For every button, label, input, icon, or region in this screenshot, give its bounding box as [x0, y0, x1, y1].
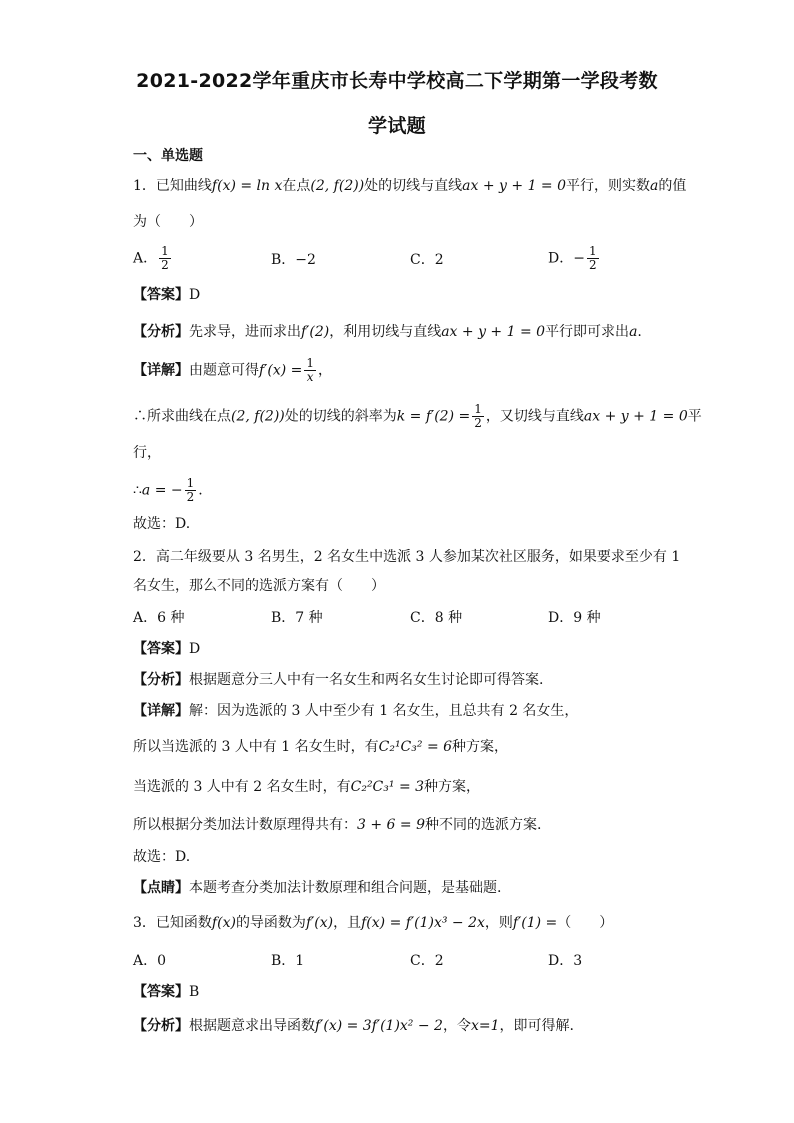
q1-stem-line1: 1．已知曲线f(x) = ln x在点(2, f(2))处的切线与直线ax + y + 1 = 0平行，则实数a的值: [133, 178, 687, 194]
fraction: $\frac{1}{2}$: [186, 476, 195, 504]
q2-detail-line4: 所以根据分类加法计数原理得共有：3 + 6 = 9种不同的选派方案.: [133, 817, 542, 833]
q2-conclusion: 故选：D.: [133, 849, 191, 865]
q1-expr-curve: f(x) = ln x: [211, 178, 283, 194]
q2-answer: 【答案】D: [133, 641, 201, 657]
q2-option-a: A．6 种: [133, 610, 185, 626]
q2-comment: 【点睛】本题考查分类加法计数原理和组合问题，是基础题.: [133, 880, 502, 896]
q1-option-d: D．− $\frac{1}{2}$: [548, 244, 597, 272]
fraction: $\frac{1}{2}$: [474, 402, 482, 430]
q3-analysis: 【分析】根据题意求出导函数f′(x) = 3f′(1)x² − 2，令x=1，即可得解.: [133, 1018, 574, 1034]
fraction: $\frac{1}{2}$: [161, 244, 169, 272]
q3-option-c: C．2: [410, 953, 444, 969]
q2-stem-line1: 2．高二年级要从 3 名男生，2 名女生中选派 3 人参加某次社区服务，如果要求至少有 1: [133, 549, 681, 565]
q1-option-b: B．−2: [271, 252, 316, 268]
q1-detail-line2: ∴所求曲线在点(2, f(2))处的切线的斜率为k = f′(2) = $\frac{1}{2}$ ，又切线与直线ax + y + 1 = 0平: [133, 402, 702, 430]
q1-expr-point: (2, f(2)): [310, 178, 365, 194]
section-heading: 一、单选题: [133, 148, 203, 164]
q2-detail-line2: 所以当选派的 3 人中有 1 名女生时，有C₂¹C₃² = 6种方案，: [133, 739, 509, 755]
fraction: $\frac{1}{2}$: [588, 244, 597, 272]
q1-detail: 【详解】由题意可得f′(x) = $\frac{1}{x}$ ，: [133, 356, 333, 384]
q1-analysis: 【分析】先求导，进而求出f′(2)，利用切线与直线ax + y + 1 = 0平行即可求出a.: [133, 324, 642, 340]
q1-detail-line4: ∴a = − $\frac{1}{2}$ .: [133, 476, 203, 504]
q2-option-d: D．9 种: [548, 610, 601, 626]
q3-answer: 【答案】B: [133, 984, 200, 1000]
q2-detail: 【详解】解：因为选派的 3 人中至少有 1 名女生，且总共有 2 名女生，: [133, 703, 579, 719]
page-title-line2: 学试题: [368, 115, 426, 137]
q1-detail-line3: 行，: [133, 445, 161, 461]
q1-conclusion: 故选：D.: [133, 516, 191, 532]
q2-option-c: C．8 种: [410, 610, 463, 626]
q3-option-b: B．1: [271, 953, 305, 969]
q3-option-a: A．0: [133, 953, 167, 969]
q3-option-d: D．3: [548, 953, 583, 969]
q2-option-b: B．7 种: [271, 610, 323, 626]
q1-stem-line2: 为（ ）: [133, 214, 203, 230]
q3-stem: 3．已知函数f(x)的导函数为f′(x)，且f(x) = f′(1)x³ − 2x，则f′(1) =（ ）: [133, 915, 614, 931]
q1-expr-line: ax + y + 1 = 0: [462, 178, 567, 194]
page-title-line1: 2021-2022学年重庆市长寿中学校高二下学期第一学段考数: [136, 70, 658, 92]
q1-answer: 【答案】D: [133, 287, 201, 303]
q1-option-a: A． $\frac{1}{2}$: [133, 244, 169, 272]
q1-option-c: C．2: [410, 252, 444, 268]
q2-stem-line2: 名女生，那么不同的选派方案有（ ）: [133, 578, 385, 594]
q2-analysis: 【分析】根据题意分三人中有一名女生和两名女生讨论即可得答案.: [133, 672, 544, 688]
fraction: $\frac{1}{x}$: [306, 356, 315, 384]
q2-detail-line3: 当选派的 3 人中有 2 名女生时，有C₂²C₃¹ = 3种方案，: [133, 779, 481, 795]
